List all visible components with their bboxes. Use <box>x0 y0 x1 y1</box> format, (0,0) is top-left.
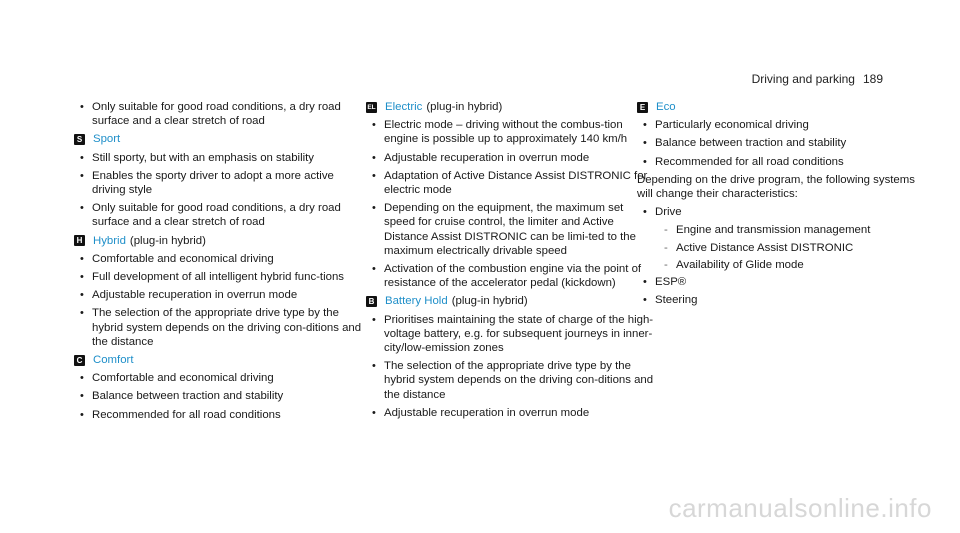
mode-comfort-heading <box>74 353 364 367</box>
mode-name: Comfort <box>93 354 134 367</box>
hybrid-mode-icon: H <box>74 235 85 246</box>
list-item: • Only suitable for good road conditions, a dry road surface and a clear stretch of road <box>74 201 364 229</box>
list-item: • Balance between traction and stability <box>637 136 927 150</box>
list-item: • Enables the sporty driver to adopt a more active driving style <box>74 169 364 197</box>
list-item: • Electric mode – driving without the combus-tion engine is possible up to approximately 140 km/h <box>366 118 656 146</box>
mode-battery-hold-heading <box>366 294 656 308</box>
column-2 <box>366 100 656 424</box>
mode-name: Sport <box>93 133 121 146</box>
section-title: Driving and parking <box>751 72 855 86</box>
list-item-steering: • Steering <box>637 293 927 307</box>
mode-hybrid-heading <box>74 234 364 248</box>
list-item: • Adjustable recuperation in overrun mode <box>366 151 656 165</box>
sub-list-item: - Active Distance Assist DISTRONIC <box>637 241 927 255</box>
list-item: • Adjustable recuperation in overrun mode <box>366 406 656 420</box>
list-item-drive: • Drive <box>637 205 927 219</box>
list-item: • Depending on the equipment, the maximum set speed for cruise control, the limiter and Active Distance Assist DISTRONIC can be limi-ted to the maximum electrically drivable speed <box>366 201 656 258</box>
list-item: • The selection of the appropriate drive type by the hybrid system depends on the driving con-ditions and the distance <box>366 359 656 402</box>
electric-mode-icon: EL <box>367 103 376 111</box>
list-item: • Adjustable recuperation in overrun mode <box>74 288 364 302</box>
list-item: • The selection of the appropriate drive type by the hybrid system depends on the driving con-ditions and the distance <box>74 306 364 349</box>
list-item: • Particularly economical driving <box>637 118 927 132</box>
sub-list-item: - Engine and transmission management <box>637 223 927 237</box>
sport-mode-icon: S <box>74 134 85 145</box>
column-1 <box>74 100 364 426</box>
list-item: • Recommended for all road conditions <box>74 408 364 422</box>
mode-name: Electric <box>385 101 423 113</box>
list-item: • Balance between traction and stability <box>74 389 364 403</box>
page-header <box>752 72 883 86</box>
mode-sport-heading <box>74 132 364 146</box>
list-item: • Comfortable and economical driving <box>74 371 364 385</box>
list-item: • Only suitable for good road conditions, a dry road surface and a clear stretch of road <box>74 100 364 128</box>
list-item: • Adaptation of Active Distance Assist DISTRONIC for electric mode <box>366 169 656 197</box>
watermark: carmanualsonline.info <box>668 492 932 523</box>
mode-suffix: (plug-in hybrid) <box>426 101 503 113</box>
comfort-mode-icon: C <box>74 355 85 366</box>
list-item: • Still sporty, but with an emphasis on stability <box>74 151 364 165</box>
mode-name: Eco <box>656 101 676 113</box>
paragraph: Depending on the drive program, the following systems will change their characteristics: <box>637 173 915 201</box>
list-item-esp: • ESP® <box>637 275 927 289</box>
list-item: • Full development of all intelligent hybrid func-tions <box>74 270 364 284</box>
mode-name: Battery Hold <box>385 295 448 308</box>
mode-electric-heading <box>366 100 656 114</box>
mode-suffix: (plug-in hybrid) <box>451 295 528 308</box>
eco-mode-icon: E <box>637 102 648 113</box>
list-item: • Recommended for all road conditions <box>637 155 927 169</box>
battery-hold-mode-icon: B <box>366 296 377 307</box>
list-item: • Activation of the combustion engine via the point of resistance of the accelerator pedal (kickdown) <box>366 262 656 290</box>
column-3 <box>637 100 927 311</box>
mode-name: Hybrid <box>93 234 126 247</box>
mode-suffix: (plug-in hybrid) <box>129 234 206 247</box>
sub-list-item: - Availability of Glide mode <box>637 258 927 272</box>
page-number: 189 <box>862 72 883 86</box>
list-item: • Prioritises maintaining the state of charge of the high-voltage battery, e.g. for subsequent journeys in inner-city/low-emission zones <box>366 313 656 356</box>
mode-eco-heading <box>637 100 927 114</box>
list-item: • Comfortable and economical driving <box>74 252 364 266</box>
